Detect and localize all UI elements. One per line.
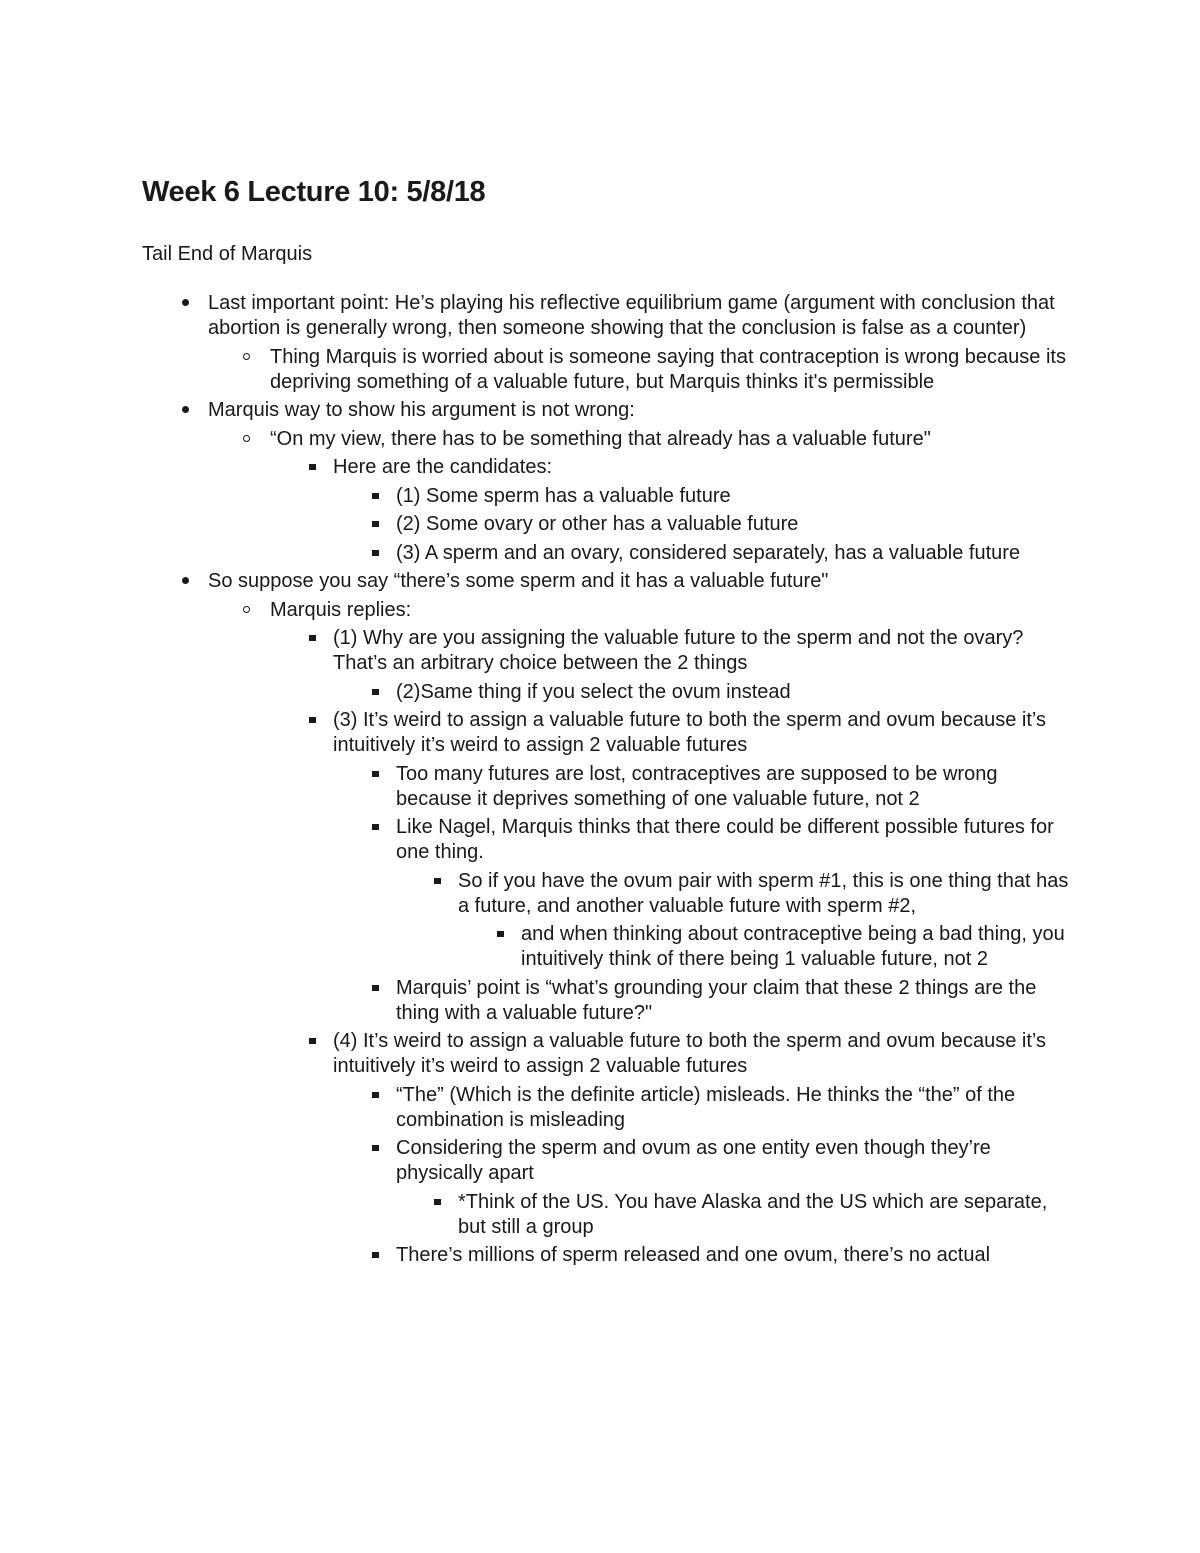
bullet-disc-icon bbox=[182, 406, 189, 413]
list-item bbox=[142, 345, 1072, 395]
bullet-circle-icon bbox=[243, 606, 250, 613]
bullet-square-icon bbox=[372, 1145, 379, 1151]
list-item bbox=[142, 1190, 1072, 1240]
bullet-square-icon bbox=[434, 1199, 441, 1205]
bullet-square-icon bbox=[309, 464, 316, 470]
list-item bbox=[142, 427, 1072, 452]
list-item-text: (3) It’s weird to assign a valuable future to both the sperm and ovum because it’s intuitively it’s weird to assign 2 valuable futures bbox=[333, 709, 1046, 756]
list-item-text: Marquis’ point is “what’s grounding your claim that these 2 things are the thing with a valuable future?" bbox=[396, 976, 1037, 1024]
bullet-square-icon bbox=[372, 1092, 379, 1098]
list-item-text: (1) Why are you assigning the valuable future to the sperm and not the ovary? That’s an arbitrary choice between the 2 things bbox=[333, 627, 1024, 674]
list-item-text: “On my view, there has to be something that already has a valuable future" bbox=[270, 427, 931, 450]
notes-outline bbox=[142, 291, 1072, 1272]
list-item bbox=[142, 512, 1072, 537]
bullet-square-icon bbox=[309, 1038, 316, 1044]
bullet-square-icon bbox=[309, 635, 316, 641]
list-item-text: (4) It’s weird to assign a valuable future to both the sperm and ovum because it’s intuitively it’s weird to assign 2 valuable futures bbox=[333, 1030, 1046, 1077]
section-heading: Tail End of Marquis bbox=[142, 243, 313, 265]
bullet-disc-icon bbox=[182, 299, 189, 306]
list-item-text: (2)Same thing if you select the ovum instead bbox=[396, 680, 791, 703]
list-item bbox=[142, 541, 1072, 566]
list-item bbox=[142, 976, 1072, 1026]
bullet-square-icon bbox=[372, 493, 379, 499]
list-item bbox=[142, 708, 1072, 758]
list-item bbox=[142, 1243, 1072, 1268]
bullet-circle-icon bbox=[243, 435, 250, 442]
list-item bbox=[142, 922, 1072, 972]
list-item-text: Considering the sperm and ovum as one entity even though they’re physically apart bbox=[396, 1137, 991, 1184]
list-item bbox=[142, 1083, 1072, 1133]
list-item bbox=[142, 455, 1072, 480]
list-item-text: *Think of the US. You have Alaska and the US which are separate, but still a group bbox=[458, 1190, 1048, 1238]
list-item-text: (1) Some sperm has a valuable future bbox=[396, 484, 731, 507]
bullet-square-icon bbox=[372, 550, 379, 556]
bullet-square-icon bbox=[372, 824, 379, 830]
list-item bbox=[142, 1029, 1072, 1079]
list-item-text: “The” (Which is the definite article) misleads. He thinks the “the” of the combination is misleading bbox=[396, 1083, 1016, 1131]
bullet-square-icon bbox=[372, 985, 379, 991]
bullet-square-icon bbox=[372, 771, 379, 777]
bullet-square-icon bbox=[372, 1252, 379, 1258]
list-item bbox=[142, 398, 1072, 423]
bullet-square-icon bbox=[309, 717, 316, 723]
list-item-text: Like Nagel, Marquis thinks that there could be different possible futures for one thing. bbox=[396, 816, 1054, 863]
list-item bbox=[142, 291, 1072, 341]
list-item bbox=[142, 569, 1072, 594]
list-item-text: Marquis way to show his argument is not wrong: bbox=[208, 399, 635, 421]
bullet-square-icon bbox=[434, 878, 441, 884]
list-item bbox=[142, 598, 1072, 623]
bullet-square-icon bbox=[372, 521, 379, 527]
list-item-text: Marquis replies: bbox=[270, 598, 412, 621]
list-item-text: Thing Marquis is worried about is someone saying that contraception is wrong because its depriving something of a valuable future, but Marquis thinks it's permissible bbox=[270, 345, 1066, 393]
list-item-text: So if you have the ovum pair with sperm #1, this is one thing that has a future, and another valuable future with sperm #2, bbox=[458, 869, 1069, 917]
list-item-text: So suppose you say “there’s some sperm and it has a valuable future" bbox=[208, 570, 829, 592]
list-item-text: There’s millions of sperm released and one ovum, there’s no actual bbox=[396, 1244, 991, 1266]
bullet-disc-icon bbox=[182, 577, 189, 584]
list-item bbox=[142, 484, 1072, 509]
list-item-text: Last important point: He’s playing his reflective equilibrium game (argument with conclusion that abortion is generally wrong, then someone showing that the conclusion is false as a counter) bbox=[208, 292, 1055, 339]
list-item-text: (2) Some ovary or other has a valuable future bbox=[396, 513, 799, 535]
bullet-square-icon bbox=[497, 931, 504, 937]
list-item bbox=[142, 1136, 1072, 1186]
list-item bbox=[142, 626, 1072, 676]
list-item-text: and when thinking about contraceptive being a bad thing, you intuitively think of there being 1 valuable future, not 2 bbox=[521, 923, 1065, 970]
bullet-circle-icon bbox=[243, 353, 250, 360]
list-item-text: Too many futures are lost, contraceptives are supposed to be wrong because it deprives something of one valuable future, not 2 bbox=[396, 762, 998, 810]
list-item-text: (3) A sperm and an ovary, considered separately, has a valuable future bbox=[396, 541, 1021, 564]
list-item bbox=[142, 762, 1072, 812]
bullet-square-icon bbox=[372, 689, 379, 695]
list-item bbox=[142, 869, 1072, 919]
list-item-text: Here are the candidates: bbox=[333, 456, 553, 478]
list-item bbox=[142, 815, 1072, 865]
list-item bbox=[142, 680, 1072, 705]
page-title: Week 6 Lecture 10: 5/8/18 bbox=[142, 176, 486, 208]
